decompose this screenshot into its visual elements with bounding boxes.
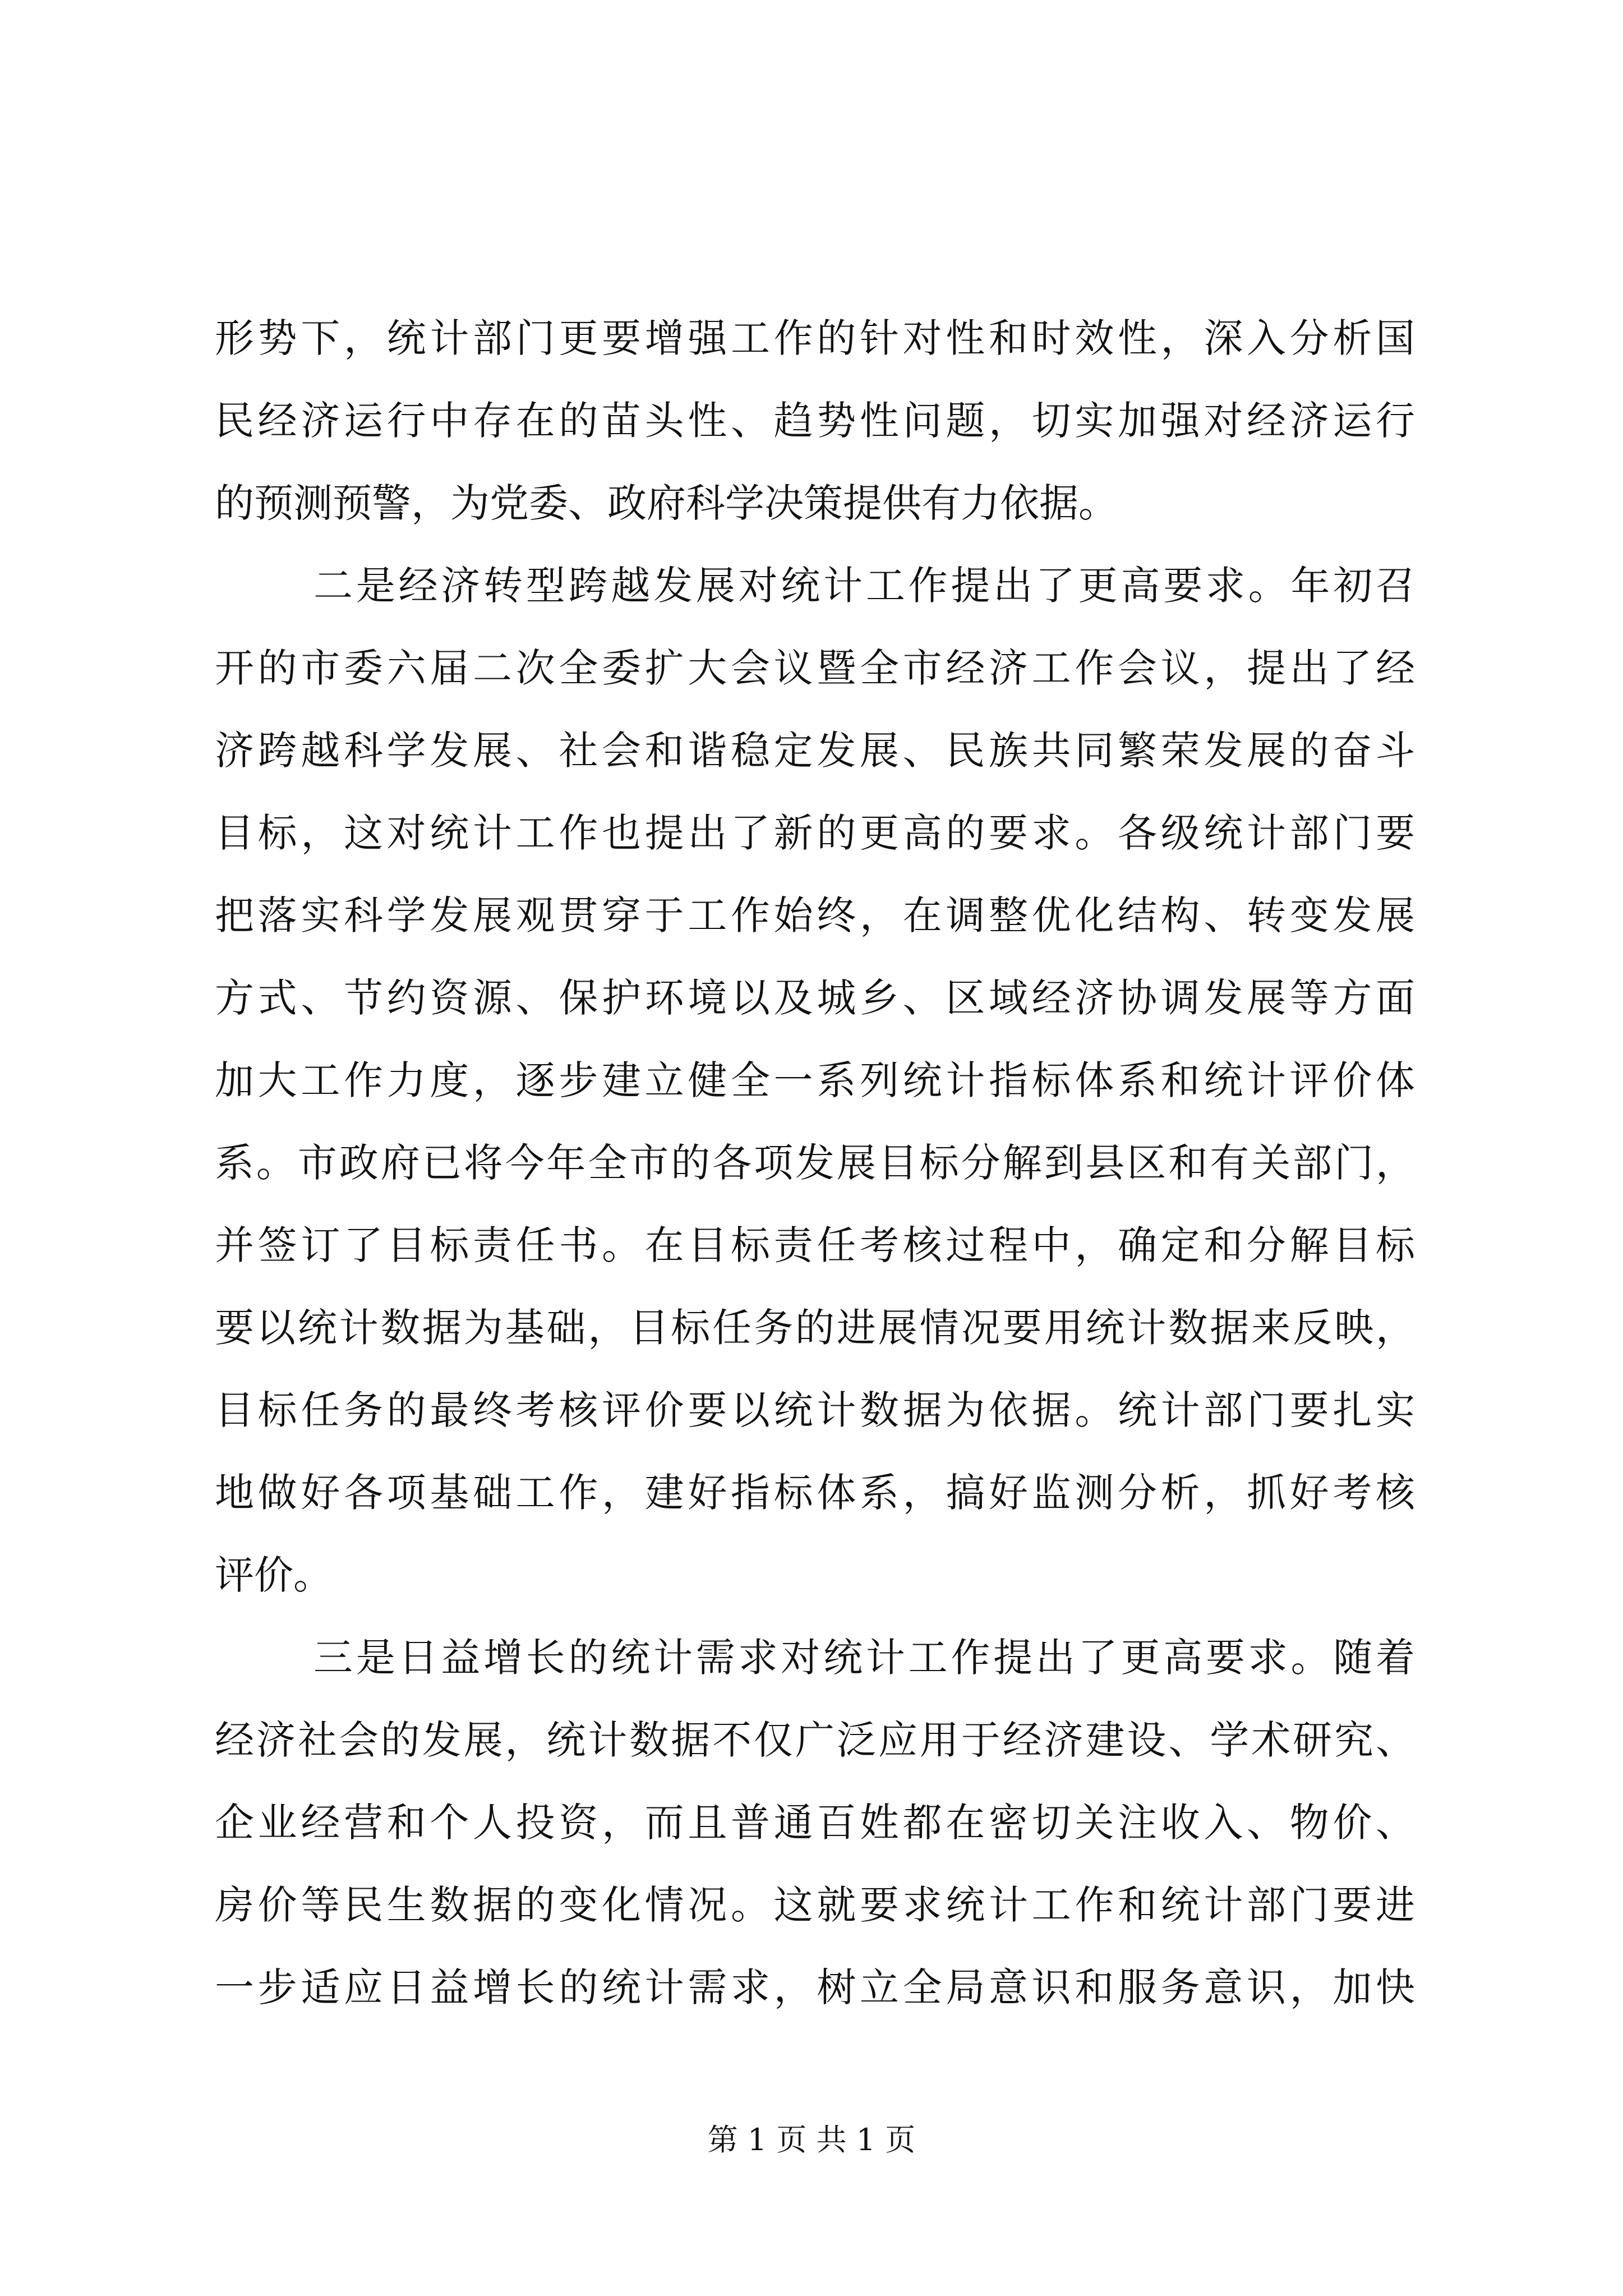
text-line: 把落实科学发展观贯穿于工作始终，在调整优化结构、转变发展 — [215, 892, 1415, 938]
text-line: 开的市委六届二次全委扩大会议暨全市经济工作会议，提出了经 — [215, 645, 1415, 691]
text-line: 系。市政府已将今年全市的各项发展目标分解到县区和有关部门， — [215, 1140, 1415, 1186]
paragraph-start-line: 二是经济转型跨越发展对统计工作提出了更高要求。年初召 — [313, 563, 1415, 609]
text-line: 要以统计数据为基础，目标任务的进展情况要用统计数据来反映， — [215, 1305, 1415, 1351]
text-line: 一步适应日益增长的统计需求，树立全局意识和服务意识，加快 — [215, 1964, 1415, 2010]
text-line: 济跨越科学发展、社会和谐稳定发展、民族共同繁荣发展的奋斗 — [215, 728, 1415, 774]
page-footer — [0, 2120, 1623, 2160]
text-line: 目标任务的最终考核评价要以统计数据为依据。统计部门要扎实 — [215, 1387, 1415, 1433]
text-line: 目标，这对统计工作也提出了新的更高的要求。各级统计部门要 — [215, 810, 1415, 856]
text-line: 房价等民生数据的变化情况。这就要求统计工作和统计部门要进 — [215, 1882, 1415, 1928]
text-line: 加大工作力度，逐步建立健全一系列统计指标体系和统计评价体 — [215, 1057, 1415, 1103]
text-line: 民经济运行中存在的苗头性、趋势性问题，切实加强对经济运行 — [215, 398, 1415, 444]
text-line: 方式、节约资源、保护环境以及城乡、区域经济协调发展等方面 — [215, 975, 1415, 1021]
text-line: 评价。 — [215, 1552, 333, 1598]
text-line: 的预测预警，为党委、政府科学决策提供有力依据。 — [215, 480, 1118, 526]
text-line: 形势下，统计部门更要增强工作的针对性和时效性，深入分析国 — [215, 315, 1415, 361]
text-line: 地做好各项基础工作，建好指标体系，搞好监测分析，抓好考核 — [215, 1470, 1415, 1516]
text-line: 企业经营和个人投资，而且普通百姓都在密切关注收入、物价、 — [215, 1800, 1415, 1846]
text-line: 并签订了目标责任书。在目标责任考核过程中，确定和分解目标 — [215, 1222, 1415, 1268]
body-text — [215, 297, 1415, 2029]
text-line: 经济社会的发展，统计数据不仅广泛应用于经济建设、学术研究、 — [215, 1717, 1415, 1763]
paragraph-start-line: 三是日益增长的统计需求对统计工作提出了更高要求。随着 — [313, 1635, 1415, 1681]
page-number: 第 1 页 共 1 页 — [707, 2122, 916, 2157]
